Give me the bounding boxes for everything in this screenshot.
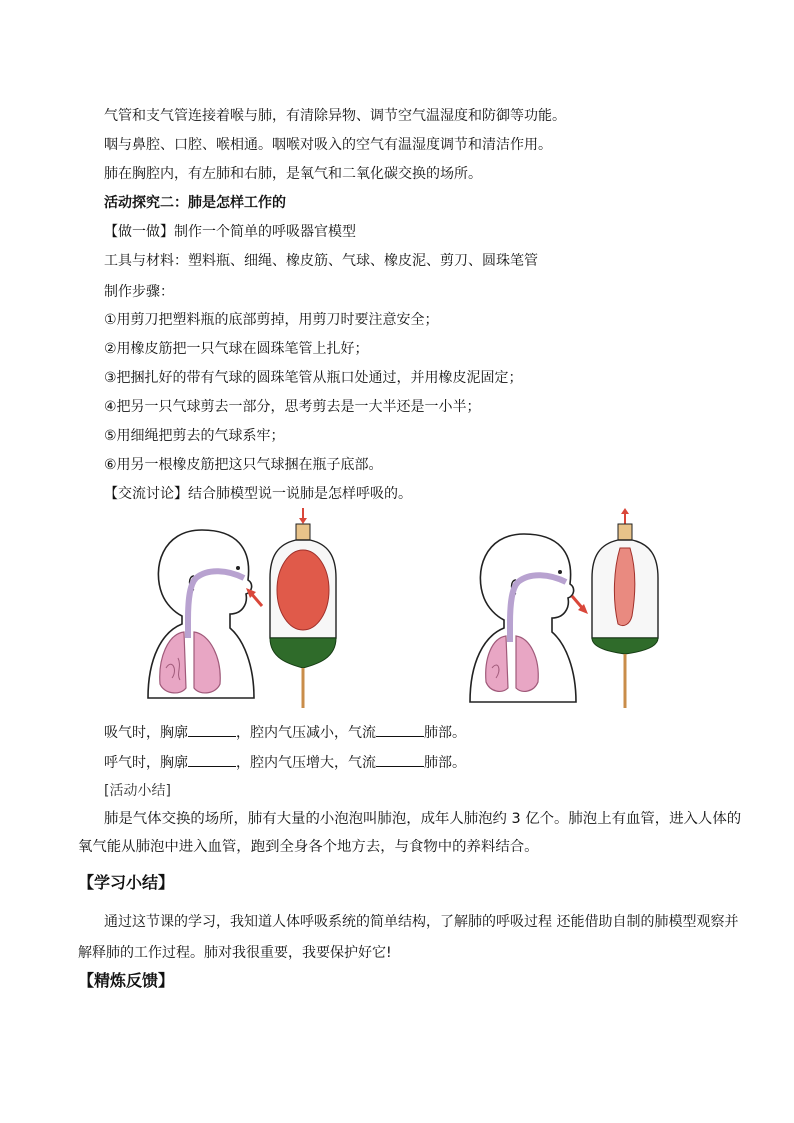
step-item: ①用剪刀把塑料瓶的底部剪掉，用剪刀时要注意安全； — [104, 312, 439, 328]
answer-blank[interactable] — [376, 722, 424, 737]
fill-text: ，腔内气压减小，气流 — [236, 725, 376, 741]
fill-text: 肺部。 — [424, 725, 466, 741]
fill-text: 肺部。 — [424, 755, 466, 771]
text-line: 【交流讨论】结合肺模型说一说肺是怎样呼吸的。 — [104, 486, 412, 502]
activity-heading: 活动探究二：肺是怎样工作的 — [104, 195, 286, 211]
answer-blank[interactable] — [188, 722, 236, 737]
text-line: 肺在胸腔内，有左肺和右肺，是氧气和二氧化碳交换的场所。 — [104, 166, 482, 182]
step-item: ③把捆扎好的带有气球的圆珠笔管从瓶口处通过，并用橡皮泥固定； — [104, 370, 523, 386]
fill-text: 吸气时，胸廓 — [104, 725, 188, 741]
exhale-bottle-model — [580, 508, 670, 708]
eye-icon — [558, 570, 562, 574]
activity-summary-tag: [活动小结] — [104, 783, 171, 799]
feedback-heading: 【精炼反馈】 — [78, 971, 175, 990]
text-line: 气管和支气管连接着喉与肺，有清除异物、调节空气温湿度和防御等功能。 — [104, 108, 566, 124]
inhale-bottle-model — [258, 508, 348, 708]
eye-icon — [236, 566, 240, 570]
text-line: 工具与材料：塑料瓶、细绳、橡皮筋、气球、橡皮泥、剪刀、圆珠笔管 — [104, 253, 538, 269]
text-line: 【做一做】制作一个简单的呼吸器官模型 — [104, 224, 356, 240]
diaphragm — [592, 638, 658, 654]
step-item: ⑤用细绳把剪去的气球系牢； — [104, 428, 285, 444]
study-summary-text: 通过这节课的学习，我知道人体呼吸系统的简单结构，了解肺的呼吸过程 还能借助自制的肺模型观察并解释肺的工作过程。肺对我很重要，我要保护好它! — [78, 914, 739, 961]
answer-blank[interactable] — [376, 752, 424, 767]
balloon-inflated — [277, 550, 329, 630]
activity-summary-text: 肺是气体交换的场所，肺有大量的小泡泡叫肺泡，成年人肺泡约 3 亿个。肺泡上有血管，进入人体的氧气能从肺泡中进入血管，跑到全身各个地方去，与食物中的养料结合。 — [78, 811, 742, 855]
answer-blank[interactable] — [188, 752, 236, 767]
down-arrow-icon — [299, 518, 307, 524]
text-line: 咽与鼻腔、口腔、喉相通。咽喉对吸入的空气有温湿度调节和清洁作用。 — [104, 137, 552, 153]
up-arrow-icon — [621, 508, 629, 514]
balloon-deflated — [614, 548, 634, 626]
step-item: ④把另一只气球剪去一部分，思考剪去是一大半还是一小半； — [104, 399, 481, 415]
step-item: ⑥用另一根橡皮筋把这只气球捆在瓶子底部。 — [104, 457, 383, 473]
diaphragm — [270, 638, 336, 668]
study-summary-heading: 【学习小结】 — [78, 873, 175, 892]
text-line: 制作步骤： — [104, 284, 174, 300]
step-item: ②用橡皮筋把一只气球在圆珠笔管上扎好； — [104, 341, 369, 357]
fill-text: ，腔内气压增大，气流 — [236, 755, 376, 771]
inhale-fill-line — [104, 722, 466, 743]
exhale-fill-line — [104, 752, 466, 773]
fill-text: 呼气时，胸廓 — [104, 755, 188, 771]
